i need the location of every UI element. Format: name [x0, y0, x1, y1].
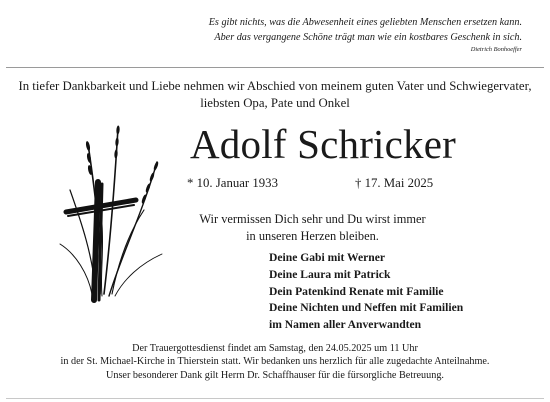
quote-author: Dietrich Bonhoeffer [470, 46, 522, 53]
family-line: im Namen aller Anverwandten [269, 318, 422, 332]
funeral-notice [0, 342, 550, 382]
death-date: † 17. Mai 2025 [355, 176, 434, 190]
bottom-divider [6, 398, 544, 399]
family-line: Deine Laura mit Patrick [269, 267, 391, 281]
intro-line-2: liebsten Opa, Pate und Onkel [200, 96, 350, 110]
family-line: Deine Gabi mit Werner [269, 251, 386, 264]
top-divider [6, 67, 544, 68]
message-line-1: Wir vermissen Dich sehr und Du wirst immer [199, 212, 426, 226]
family-signatures [269, 250, 463, 334]
family-line: Dein Patenkind Renate mit Familie [269, 284, 444, 298]
remembrance-message [180, 211, 445, 244]
birth-date: * 10. Januar 1933 [187, 176, 278, 190]
notice-line-2: in der St. Michael-Kirche in Thierstein statt. Wir bedanken uns herzlich für alle zugedachte Anteilnahme. [60, 356, 490, 368]
notice-line-1: Der Trauergottesdienst findet am Samstag, den 24.05.2025 um 11 Uhr [132, 343, 418, 354]
deceased-name: Adolf Schricker [190, 121, 456, 167]
notice-line-3: Unser besonderer Dank gilt Herrn Dr. Schaffhauser für die fürsorgliche Betreuung. [106, 369, 444, 381]
intro-line-1: In tiefer Dankbarkeit und Liebe nehmen wir Abschied von meinem guten Vater und Schwiegervater, [18, 79, 532, 93]
bonhoeffer-quote [102, 15, 522, 55]
quote-line-1: Es gibt nichts, was die Abwesenheit eines geliebten Menschen ersetzen kann. [208, 17, 522, 28]
cross-with-grass-icon [52, 104, 172, 304]
quote-line-2: Aber das vergangene Schöne trägt man wie ein kostbares Geschenk in sich. [214, 32, 522, 43]
family-line: Deine Nichten und Neffen mit Familien [269, 301, 464, 315]
message-line-2: in unseren Herzen bleiben. [246, 228, 379, 243]
